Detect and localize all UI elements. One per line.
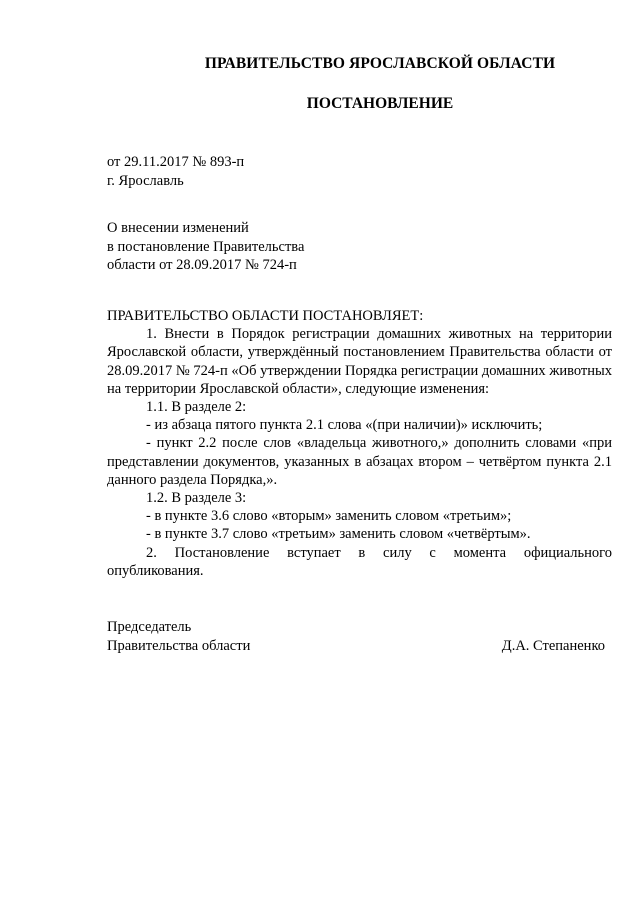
paragraph-item-1: 1. Внести в Порядок регистрации домашних животных на территории Ярославской области, утверждённый постановлением Правительства области от 28.09.2017 № 724-п «Об утверждении Порядка регистрации домашних животных на территории Ярославской области», следующие изменения: (107, 326, 612, 397)
paragraph-item-1-2: 1.2. В разделе 3: (146, 490, 247, 507)
document-subject (107, 219, 304, 275)
paragraph-item-1-2-a: - в пункте 3.6 слово «вторым» заменить словом «третьим»; (146, 508, 512, 525)
document-meta (107, 153, 244, 190)
signature-row (107, 637, 605, 656)
document-type-title: ПОСТАНОВЛЕНИЕ (306, 95, 454, 112)
signatory-position-line1: Председатель (107, 619, 192, 635)
paragraph-item-1-2-b: - в пункте 3.7 слово «третьим» заменить словом «четвёртым». (146, 526, 531, 543)
signatory-position-line2: Правительства области (107, 637, 251, 654)
city: г. Ярославль (107, 172, 184, 189)
subject-line: О внесении изменений (107, 220, 249, 236)
paragraph-item-2: 2. Постановление вступает в силу с момента официального опубликования. (107, 544, 612, 579)
organization-title: ПРАВИТЕЛЬСТВО ЯРОСЛАВСКОЙ ОБЛАСТИ (204, 55, 556, 72)
date-number: от 29.11.2017 № 893-п (107, 154, 245, 170)
subject-line: в постановление Правительства (107, 238, 305, 255)
paragraph-item-1-1-b: - пункт 2.2 после слов «владельца животного,» дополнить словами «при представлении документов, указанных в абзацах втором – четвёртом пункта 2.1 данного раздела Порядка,». (107, 435, 612, 488)
paragraph-item-1-1-a: - из абзаца пятого пункта 2.1 слова «(при наличии)» исключить; (146, 417, 543, 434)
subject-line: области от 28.09.2017 № 724-п (107, 257, 297, 273)
preamble: ПРАВИТЕЛЬСТВО ОБЛАСТИ ПОСТАНОВЛЯЕТ: (107, 308, 424, 324)
signature-block (107, 618, 605, 655)
document-body (107, 307, 612, 580)
paragraph-item-1-1: 1.1. В разделе 2: (146, 399, 247, 416)
signatory-name: Д.А. Степаненко (501, 637, 605, 654)
